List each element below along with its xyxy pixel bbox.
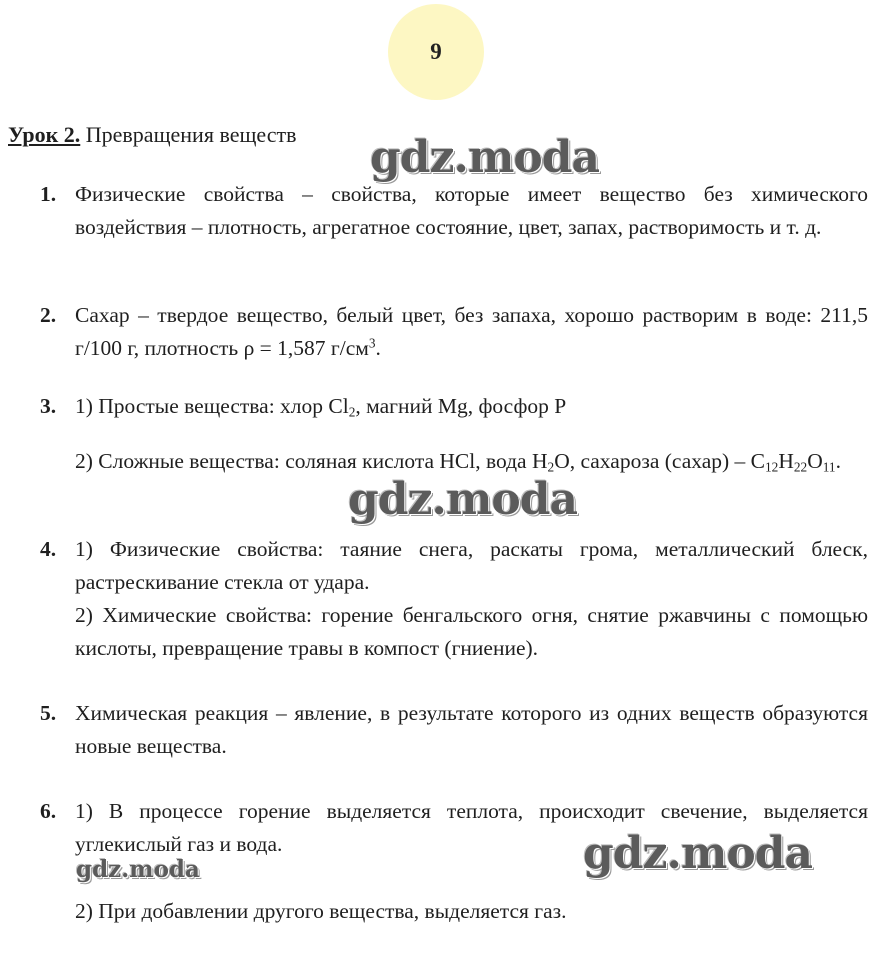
lesson-heading (8, 122, 296, 148)
answer-item-1 (40, 178, 868, 244)
complex-substances: 2) Сложные вещества: соляная кислота HCl, вода $H_2O$, сахароза (сахар) – $C_{12}H_{22}O_{11}$. (75, 449, 841, 475)
item-number: 1. (40, 182, 57, 206)
page-number: 9 (430, 39, 442, 64)
page-number-badge (388, 4, 484, 100)
answer-item-4 (40, 533, 868, 665)
item-text: Сахар – твердое вещество, белый цвет, без запаха, хорошо растворим в воде: 211,5 г/100 г, плотность ρ = 1,587 $г/см^3$. (75, 303, 868, 360)
answer-item-5 (40, 697, 868, 763)
item-text: Физические свойства – свойства, которые имеет вещество без химического воздействия – плотность, агрегатное состояние, цвет, запах, растворимость и т. д. (75, 182, 868, 239)
item-number: 2. (40, 303, 57, 327)
physical-phenomena: 1) Физические свойства: таяние снега, раскаты грома, металлический блеск, растрескивание стекла от удара. (75, 537, 868, 594)
answer-item-3 (40, 390, 868, 478)
answer-item-2 (40, 299, 868, 365)
watermark: gdz.moda (583, 828, 813, 879)
chemical-phenomena: 2) Химические свойства: горение бенгальского огня, снятие ржавчины с помощью кислоты, превращение травы в компост (гниение). (75, 603, 868, 660)
item-number: 5. (40, 701, 57, 725)
item-text: Химическая реакция – явление, в результате которого из одних веществ образуются новые вещества. (75, 701, 868, 758)
item-number: 3. (40, 394, 57, 418)
simple-substances: 1) Простые вещества: хлор $Cl_2$, магний Mg, фосфор P (75, 394, 567, 420)
lesson-title: Превращения веществ (85, 122, 297, 147)
item-number: 6. (40, 799, 57, 823)
watermark-small: gdz.moda (76, 856, 200, 883)
lesson-label: Урок 2. (8, 122, 81, 147)
combustion-signs: 1) В процессе горение выделяется теплота, происходит свечение, выделяется углекислый газ и вода. (75, 799, 868, 856)
watermark: gdz.moda (348, 474, 578, 525)
item-number: 4. (40, 537, 57, 561)
watermark: gdz.moda (370, 132, 600, 183)
gas-release: 2) При добавлении другого вещества, выделяется газ. (75, 899, 567, 923)
